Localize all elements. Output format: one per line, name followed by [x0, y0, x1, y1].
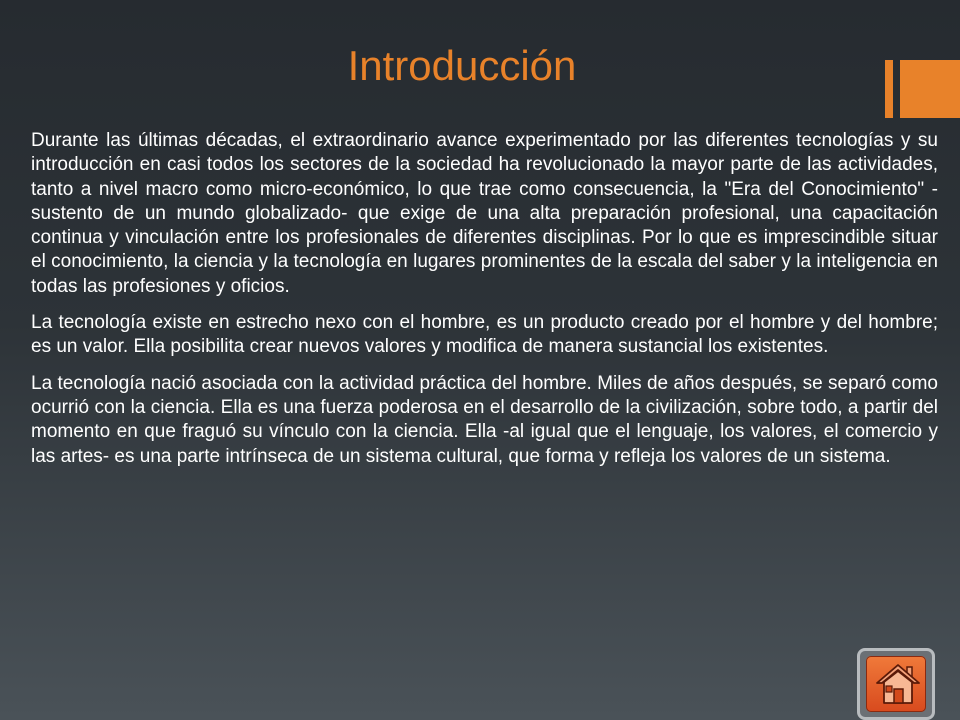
- accent-bar-thin: [885, 60, 893, 118]
- home-button-face: [866, 656, 926, 712]
- home-button[interactable]: [857, 648, 935, 720]
- paragraph-3: La tecnología nació asociada con la actividad práctica del hombre. Miles de años después, se separó como ocurrió con la ciencia. Ella es una fuerza poderosa en el desarrollo de la civilización, sobre todo, a partir del momento en que fraguó su vínculo con la ciencia. Ella -al igual que el lenguaje, los valores, el comercio y las artes- es una parte intrínseca de un sistema cultural, que forma y refleja los valores de un sistema.: [31, 372, 938, 467]
- paragraph-2: La tecnología existe en estrecho nexo con el hombre, es un producto creado por el hombre y del hombre; es un valor. Ella posibilita crear nuevos valores y modifica de manera sustancial los existentes.: [31, 312, 938, 358]
- slide-body: [31, 129, 938, 481]
- home-icon: [874, 661, 922, 707]
- accent-bar-wide: [900, 60, 960, 118]
- paragraph-1: Durante las últimas décadas, el extraordinario avance experimentado por las diferentes tecnologías y su introducción en casi todos los sectores de la sociedad ha revolucionado la mayor parte de las actividades, tanto a nivel macro como micro-económico, lo que trae como consecuencia, la "Era del Conocimiento" -sustento de un mundo globalizado- que exige de una alta preparación profesional, una capacitación continua y vinculación entre los profesionales de diferentes disciplinas. Por lo que es imprescindible situar el conocimiento, la ciencia y la tecnología en lugares prominentes de la escala del saber y la inteligencia en todas las profesiones y oficios.: [31, 130, 938, 297]
- slide-title: Introducción: [347, 42, 577, 89]
